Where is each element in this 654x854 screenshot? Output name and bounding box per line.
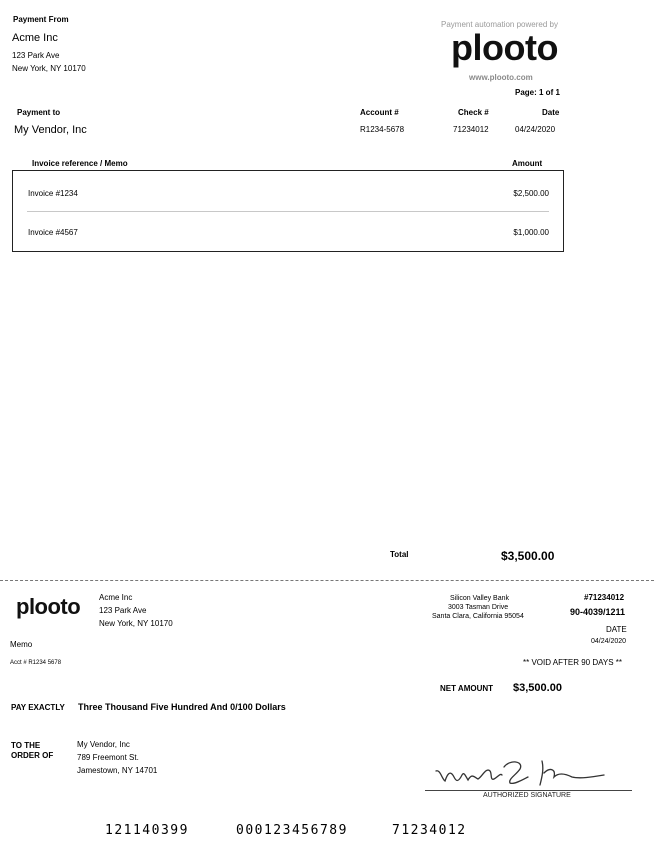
check-payee-name: My Vendor, Inc <box>77 740 130 749</box>
invoice-table <box>12 170 564 252</box>
check-payee-address-line2: Jamestown, NY 14701 <box>77 766 158 775</box>
account-label: Account # <box>360 108 399 117</box>
perforation-line <box>0 580 654 581</box>
row-divider <box>27 211 549 212</box>
total-label: Total <box>390 550 409 559</box>
plooto-logo: plooto <box>451 27 558 68</box>
net-amount-value: $3,500.00 <box>513 682 562 694</box>
check-date-value: 04/24/2020 <box>591 638 627 645</box>
check-payee-address-line1: 789 Freemont St. <box>77 753 139 762</box>
invoice-amount: $2,500.00 <box>513 189 549 198</box>
bank-address-line2: Santa Clara, California 95054 <box>432 613 524 620</box>
check-number: #71234012 <box>584 593 625 602</box>
total-value: $3,500.00 <box>501 549 555 563</box>
payer-address-line1: 123 Park Ave <box>12 51 60 60</box>
pay-exactly-label: PAY EXACTLY <box>11 703 65 712</box>
payer-name: Acme Inc <box>12 32 58 44</box>
table-header-amount: Amount <box>512 159 543 168</box>
date-label: Date <box>542 108 560 117</box>
payment-from-heading: Payment From <box>13 15 69 24</box>
invoice-ref: Invoice #4567 <box>28 228 78 237</box>
order-of-label: ORDER OF <box>11 751 54 760</box>
check-payer-address-line2: New York, NY 10170 <box>99 619 173 628</box>
table-header-reference: Invoice reference / Memo <box>32 159 128 168</box>
bank-name: Silicon Valley Bank <box>450 595 510 602</box>
memo-label: Memo <box>10 640 33 649</box>
check-payer-name: Acme Inc <box>99 593 133 602</box>
invoice-amount: $1,000.00 <box>513 228 549 237</box>
payee-name: My Vendor, Inc <box>14 124 87 136</box>
net-amount-label: NET AMOUNT <box>440 684 494 693</box>
amount-in-words: Three Thousand Five Hundred And 0/100 Dollars <box>78 702 286 712</box>
void-notice: ** VOID AFTER 90 DAYS ** <box>523 658 622 667</box>
check-number-value: 71234012 <box>453 125 489 134</box>
signature-caption: AUTHORIZED SIGNATURE <box>483 792 571 799</box>
date-value: 04/24/2020 <box>515 125 556 134</box>
account-number-line: Acct # R1234 5678 <box>10 660 62 666</box>
invoice-ref: Invoice #1234 <box>28 189 78 198</box>
signature-image <box>432 755 612 791</box>
micr-routing-number: 121140399 <box>105 823 189 838</box>
check-date-label: DATE <box>606 625 627 634</box>
website-link[interactable]: www.plooto.com <box>469 73 533 82</box>
check-payer-address-line1: 123 Park Ave <box>99 606 147 615</box>
account-value: R1234-5678 <box>360 125 405 134</box>
routing-fraction: 90-4039/1211 <box>570 607 626 617</box>
check-number-label: Check # <box>458 108 489 117</box>
payer-address-line2: New York, NY 10170 <box>12 64 86 73</box>
check-plooto-logo: plooto <box>16 594 81 619</box>
page-indicator: Page: 1 of 1 <box>515 88 560 97</box>
to-the-label: TO THE <box>11 741 41 750</box>
micr-account-number: 000123456789 <box>236 823 348 838</box>
powered-by-text: Payment automation powered by <box>441 20 558 29</box>
micr-check-number: 71234012 <box>392 823 467 838</box>
bank-address-line1: 3003 Tasman Drive <box>448 604 509 611</box>
payment-to-heading: Payment to <box>17 108 61 117</box>
signature-line <box>425 790 632 791</box>
